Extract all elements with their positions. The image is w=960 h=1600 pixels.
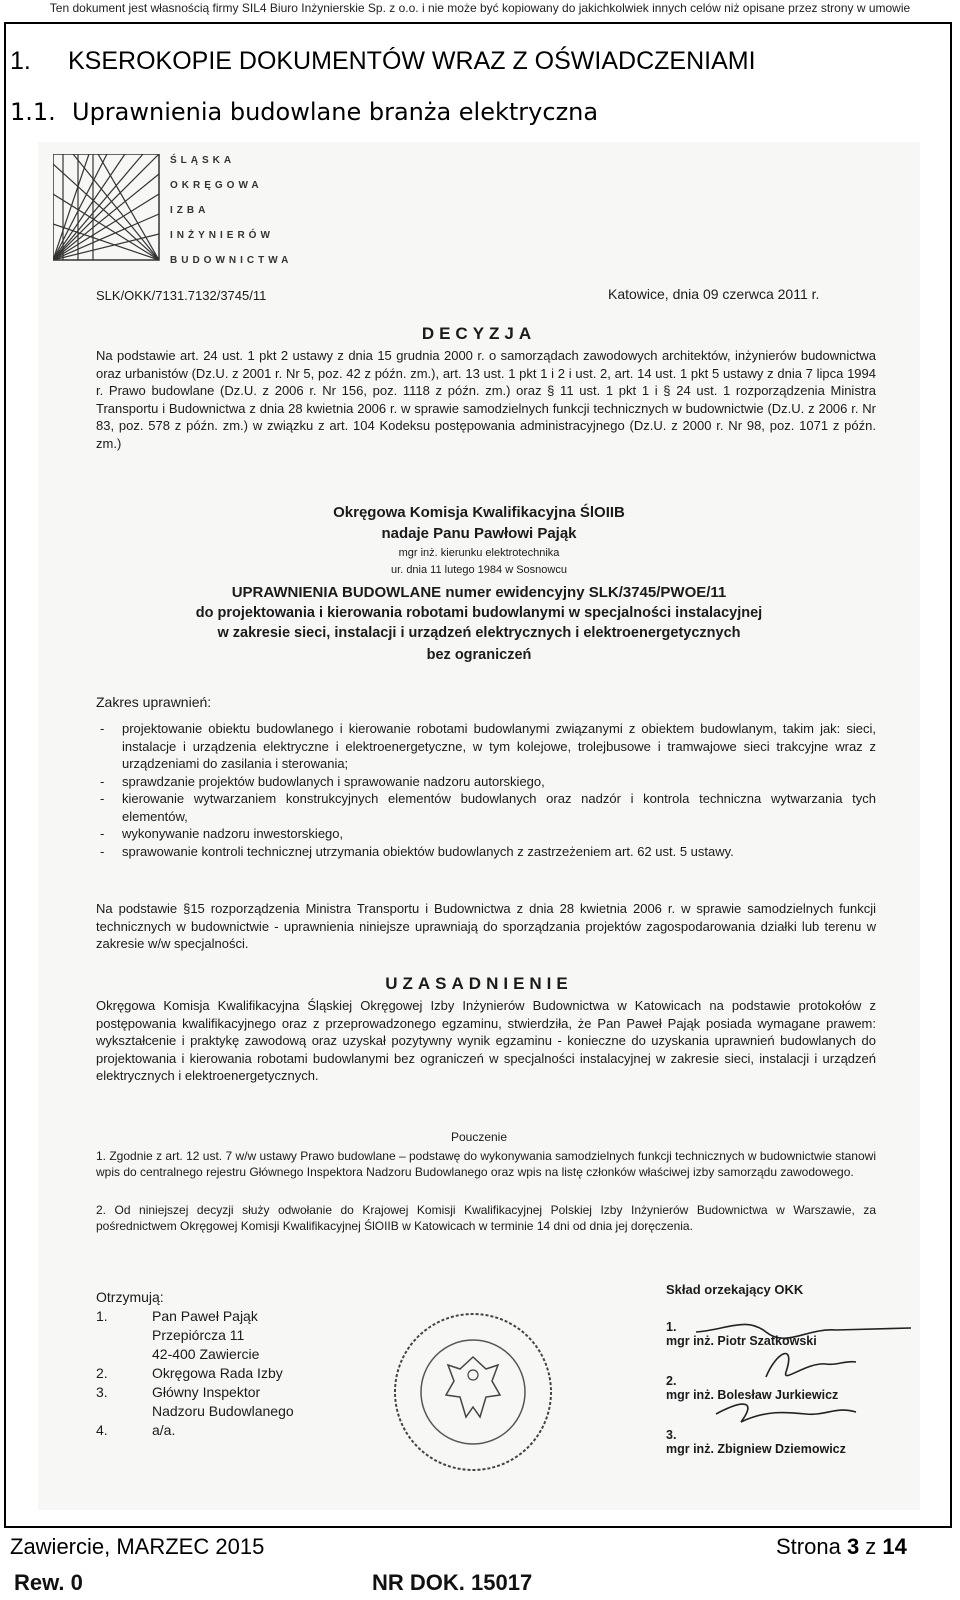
footer-revision: Rew. 0 [14, 1570, 83, 1595]
instruction-1: 1. Zgodnie z art. 12 ust. 7 w/w ustawy Prawo budowlane – podstawę do wykonywania samodzielnych funkcji technicznych w budownictwie stanowi wpis do centralnego rejestru Głównego Inspektora Nadzoru Budowlanego oraz wpis na listę członków właściwej izby samorządu zawodowego. [96, 1149, 876, 1179]
footer-page-number: Strona 3 z 14 [776, 1534, 907, 1559]
justification-text: Okręgowa Komisja Kwalifikacyjna Śląskiej Okręgowej Izby Inżynierów Budownictwa w Katowicach na podstawie protokołów z postępowania kwalifikacyjnego oraz z przeprowadzonego egzaminu, stwierdziła, że Pan Paweł Pająk posiada wymagane prawem: wykształcenie i praktykę zawodową oraz uzyskał pozytywny wynik egzaminu - konieczne do uzyskania uprawnień budowlanych do projektowania i kierowania robotami budowlanymi bez ograniczeń w specjalności instalacyjnej w zakresie sieci, instalacji i urządzeń elektrycznych i elektroenergetycznych. [96, 998, 876, 1083]
signatories [666, 1282, 846, 1456]
scope-list [96, 720, 876, 860]
recipients [96, 1288, 294, 1440]
list-item: 3. Główny Inspektor Nadzoru Budowlanego [96, 1384, 294, 1419]
list-item: - kierowanie wytwarzaniem konstrukcyjnych elementów budowlanych oraz nadzór i kontrola techniczna wytwarzania tych elementów, [96, 790, 876, 825]
list-item: 4. a/a. [96, 1422, 176, 1438]
list-item: - sprawowanie kontroli technicznej utrzymania obiektów budowlanych z zastrzeżeniem art. 62 ust. 5 ustawy. [96, 843, 876, 861]
panel-title: Skład orzekający OKK [666, 1282, 804, 1297]
signatory-3: 3. mgr inż. Zbigniew Dziemowicz [666, 1428, 846, 1456]
grantee-birth: ur. dnia 11 lutego 1984 w Sosnowcu [391, 564, 567, 576]
instruction-2: 2. Od niniejszej decyzji służy odwołanie do Krajowej Komisji Kwalifikacyjnej Polskiej Izby Inżynierów Budownictwa w Warszawie, za pośrednictwem Okręgowej Komisji Kwalifikacyjnej ŚlOIIB w Katowicach w terminie 14 dni od dnia jej doręczenia. [96, 1203, 876, 1233]
section-title: KSEROKOPIE DOKUMENTÓW WRAZ Z OŚWIADCZENIAMI [68, 47, 756, 75]
issue-place-date: Katowice, dnia 09 czerwca 2011 r. [608, 286, 820, 302]
list-item: - projektowanie obiektu budowlanego i kierowanie robotami budowlanymi związanymi z obiektem budowlanym, takim jak: sieci, instalacje i urządzenia elektryczne i elektroenergetyczne, w tym kolejowe, trolejbusowe i tramwajowe sieci trakcyjne wraz z urządzeniami do zasilania i sterowania; [96, 720, 876, 773]
scope-title: Zakres uprawnień: [96, 694, 212, 710]
chamber-logo-icon [53, 154, 163, 271]
subsection-heading [10, 97, 598, 127]
confidentiality-notice: Ten dokument jest własnością firmy SIL4 Biuro Inżynierskie Sp. z o.o. i nie może być kopiowany do jakichkolwiek innych celów niż opisane przez strony w umowie [49, 1, 911, 15]
recipients-title: Otrzymują: [96, 1289, 164, 1305]
subsection-title: Uprawnienia budowlane branża elektryczna [72, 98, 599, 126]
reference-number: SLK/OKK/7131.7132/3745/11 [96, 288, 267, 303]
footer-place-date: Zawiercie, MARZEC 2015 [10, 1534, 265, 1559]
instruction-title: Pouczenie [450, 1130, 508, 1144]
grantee: nadaje Panu Pawłowi Pająk [381, 525, 577, 542]
grantee-degree: mgr inż. kierunku elektrotechnika [398, 547, 560, 559]
decision-title: DECYZJA [421, 324, 537, 343]
subsection-number: 1.1. [10, 98, 56, 126]
scope-note: Na podstawie §15 rozporządzenia Ministra Transportu i Budownictwa z dnia 28 kwietnia 2006 r. w sprawie samodzielnych funkcji technicznych w budownictwie - uprawnienia niniejsze uprawniają do sporządzania projektów zagospodarowania działki lub terenu w zakresie w/w specjalności. [96, 901, 876, 951]
signatory-2: 2. mgr inż. Bolesław Jurkiewicz [666, 1374, 839, 1402]
commission-name: Okręgowa Komisja Kwalifikacyjna ŚlOIIB [333, 504, 625, 521]
permit-description-3: bez ograniczeń [426, 647, 532, 663]
scanned-document [38, 142, 920, 1510]
legal-basis: Na podstawie art. 24 ust. 1 pkt 2 ustawy z dnia 15 grudnia 2000 r. o samorządach zawodowych architektów, inżynierów budownictwa oraz urbanistów (Dz.U. z 2001 r. Nr 5, poz. 42 z późn. zm.), art. 13 ust. 1 pkt 1 i 2 i ust. 2, art. 14 ust. 1 pkt 5 ustawy z dnia 7 lipca 1994 r. Prawo budowlane (Dz.U. z 2006 r. Nr 156, poz. 1118 z późn. zm.) oraz § 11 ust. 1 pkt 1 i § 24 ust. 1 rozporządzenia Ministra Transportu i Budownictwa z dnia 28 kwietnia 2006 r. w sprawie samodzielnych funkcji technicznych w budownictwie (Dz.U. z 2006 r. Nr 83, poz. 578 z późn. zm.) w związku z art. 104 Kodeksu postępowania administracyjnego (Dz.U. z 2000 r. Nr 98, poz. 1071 z późn. zm.) [96, 348, 876, 451]
footer-doc-number: NR DOK. 15017 [372, 1570, 533, 1595]
list-item: 1. Pan Paweł Pająk Przepiórcza 11 42-400 Zawiercie [96, 1308, 260, 1362]
chamber-logo-text: ŚLĄSKA OKRĘGOWA IZBA INŻYNIERÓW BUDOWNICTWA [170, 155, 293, 266]
permit-description-1: do projektowania i kierowania robotami budowlanymi w specjalności instalacyjnej [195, 605, 763, 621]
permit-description-2: w zakresie sieci, instalacji i urządzeń elektrycznych i elektroenergetycznych [217, 625, 741, 641]
permit-number: UPRAWNIENIA BUDOWLANE numer ewidencyjny SLK/3745/PWOE/11 [231, 584, 727, 601]
section-heading [10, 46, 756, 76]
signatory-1: 1. mgr inż. Piotr Szatkowski [666, 1320, 817, 1348]
list-item: 2. Okręgowa Rada Izby [96, 1365, 283, 1381]
justification-title: UZASADNIENIE [385, 974, 573, 993]
official-seal-icon [388, 1307, 558, 1482]
section-number: 1. [10, 47, 31, 75]
list-item: - sprawdzanie projektów budowlanych i sprawowanie nadzoru autorskiego, [96, 773, 876, 791]
list-item: - wykonywanie nadzoru inwestorskiego, [96, 825, 876, 843]
